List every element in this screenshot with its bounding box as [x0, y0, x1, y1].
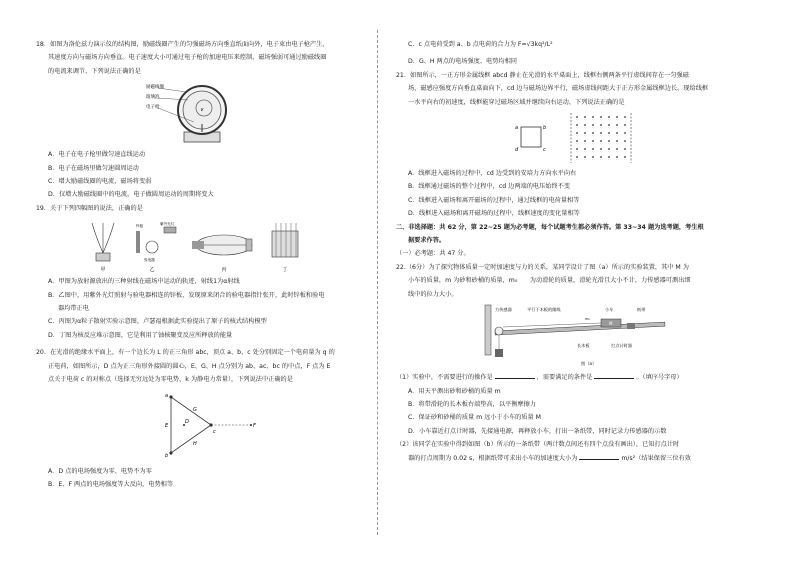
- field-dot: [616, 132, 618, 134]
- electroscope-label: 验电器: [144, 258, 155, 263]
- field-dot: [584, 156, 586, 158]
- field-dot: [576, 124, 578, 126]
- four-diagrams-figure: [86, 217, 316, 273]
- field-dot: [608, 148, 610, 150]
- q19-option-b-cont: 器均带正电: [58, 305, 89, 313]
- q22-sub1-text: （1）实验中，不需要进行的操作是: [396, 374, 493, 382]
- fig-a-label: 图（a）: [581, 361, 597, 367]
- point-g-label: G: [193, 406, 197, 413]
- parallel-thread-label: 平行于木板的细线: [527, 307, 561, 313]
- field-dot: [624, 148, 626, 150]
- q21-stem-2: 场，磁感应强度方向垂直桌面向下，cd 边与磁场边界平行，磁场虚线间距大于正方形金属线框边长。现给线框: [408, 85, 709, 93]
- q21-stem-3: 一水平向右的初速度，线框能穿过磁场区域并继续向右运动，下列说法正确的是: [408, 98, 625, 106]
- right-column: [396, 38, 756, 465]
- cart-label: 小车: [605, 307, 614, 313]
- field-dot: [600, 132, 602, 134]
- board-label: 长木板: [577, 343, 590, 349]
- q18-stem-3: 的电流来调节，下列说法正确的是: [48, 67, 141, 75]
- loop-c-label: c: [543, 147, 546, 154]
- field-dot: [592, 116, 594, 118]
- field-dot: [576, 116, 578, 118]
- q18-stem-2: 其速度方向与磁场方向垂直。电子速度大小可通过电子枪的加速电压来控制，磁场强弱可通过励磁线圈: [48, 54, 327, 62]
- field-dot: [584, 140, 586, 142]
- field-dot: [600, 156, 602, 158]
- loop-d-label: d: [515, 147, 519, 154]
- q22-sub1-text-3: 。（填序号字母）: [636, 374, 683, 382]
- fig-jia-label: 甲: [100, 267, 106, 274]
- section-two-heading: 二、非选择题：共 62 分，第 22~25 题为必考题，每个试题考生都必须作答。第 33~34 题为选考题，考生根: [396, 223, 704, 231]
- fig-ding-label: 丁: [282, 267, 288, 274]
- q20-option-c: C．c 点电荷受到 a、b 点电荷的合力为 F=√3kq²/L²: [408, 41, 553, 48]
- q22-stem: 22.（6分）为了探究物体质量一定时加速度与力的关系，某同学设计了图（a）所示的实验装置，其中 M 为: [396, 263, 689, 271]
- column-divider: [377, 30, 378, 535]
- q20-option-b: B．E、F 两点的电场强度等大反向，电势相等: [48, 480, 174, 488]
- field-dot: [584, 148, 586, 150]
- point-e-label: E: [165, 422, 169, 429]
- q21-option-b: B．线框通过磁场的整个过程中，cd 边两端的电压始终不变: [408, 183, 571, 191]
- loop-magnetic-field-figure: [511, 111, 641, 165]
- field-dot: [616, 116, 618, 118]
- field-dot: [624, 124, 626, 126]
- field-dot: [624, 132, 626, 134]
- vertex-c-label: c: [213, 428, 216, 435]
- q22-sub2-text: 器的打点周期为 0.02 s，根据纸带可求出小车的加速度大小为: [408, 454, 578, 462]
- q19-option-a: A．甲图为放射源放出的三种射线在磁场中运动的轨迹，射线1为α射线: [48, 278, 240, 286]
- q22-sub1-blank-2[interactable]: [594, 372, 634, 379]
- uv-lamp-label: 紫外光灯: [160, 222, 175, 227]
- timer-label: 打点计时器: [611, 343, 632, 349]
- field-dot: [576, 148, 578, 150]
- field-dot: [608, 124, 610, 126]
- q22-stem-3: 线中的拉力大小。: [408, 290, 458, 298]
- q22-option-b: B．将带滑轮的长木板右端垫高，以平衡摩擦力: [408, 400, 536, 408]
- q22-option-d: D．小车靠近打点计时器，先接通电源，再释放小车，打出一条纸带，同时记录力传感器的示数: [408, 427, 667, 435]
- section-two-heading-2: 据要求作答。: [408, 237, 446, 245]
- q18-option-c: C．增大励磁线圈的电流，磁场将变弱: [48, 178, 152, 186]
- field-dot: [584, 124, 586, 126]
- field-dot: [616, 148, 618, 150]
- vertex-a-label: a: [165, 392, 169, 399]
- q22-stem-2: 小车的质量，m 为砂和砂桶的质量，m₀ 为动滑轮的质量，滑轮光滑且大小不计，力传感器可测出细: [408, 277, 691, 285]
- q21-option-d: D．线框进入磁场和离开磁场的过程中，线框速度的变化量相等: [408, 210, 580, 218]
- loop-b-label: b: [543, 125, 547, 132]
- q21-stem: 21．如图所示，一正方形金属线框 abcd 静止在光滑的水平桌面上，线框右侧两条平行虚线间存在一匀强磁: [396, 71, 689, 79]
- q20-option-a: A．D 点的电场强度为零、电势不为零: [48, 467, 152, 475]
- experiment-apparatus-figure: [481, 303, 671, 369]
- field-dot: [600, 140, 602, 142]
- fig-bing-label: 丙: [221, 267, 227, 274]
- field-dot: [592, 132, 594, 134]
- required-questions-heading: （一）必考题：共 47 分。: [396, 250, 470, 258]
- q21-option-c: C．线框进入磁场和离开磁场的过程中，通过线框的电荷量相等: [408, 196, 580, 204]
- field-dot: [576, 132, 578, 134]
- point-h-label: H: [193, 440, 197, 447]
- zinc-label: 锌板: [136, 224, 144, 229]
- field-dot: [584, 132, 586, 134]
- q22-sub2-blank[interactable]: [579, 453, 619, 460]
- field-dot: [616, 124, 618, 126]
- q20-stem-2: 正电荷，如图所示，D 点为正三角形外接圆的圆心，E、G、H 点分别为 ab、ac、bc 的中点，F 点为 E: [48, 362, 331, 370]
- q22-option-a: A．用天平测出砂和砂桶的质量 m: [408, 387, 501, 395]
- field-dot: [600, 116, 602, 118]
- field-dot: [592, 124, 594, 126]
- field-dot: [592, 148, 594, 150]
- loop-a-label: a: [515, 125, 519, 132]
- fig-yi-label: 乙: [149, 267, 155, 274]
- q18-option-d: D．仅增大励磁线圈中的电流，电子做圆周运动的周期将变大: [48, 191, 214, 199]
- field-dot: [576, 140, 578, 142]
- field-dot: [592, 140, 594, 142]
- field-dot: [584, 116, 586, 118]
- field-dot: [616, 156, 618, 158]
- field-dot: [608, 116, 610, 118]
- point-d-label: D: [185, 418, 189, 425]
- q19-option-b: B．乙图中，用紫外光灯照射与验电器相连的锌板，发现原来闭合的验电器指针张开，此时锌板和验电: [48, 291, 325, 299]
- field-dot: [608, 132, 610, 134]
- field-dot: [616, 140, 618, 142]
- field-dot: [624, 156, 626, 158]
- q22-sub2: （2）该同学在实验中得到如图（b）所示的一条纸带（两计数点间还有四个点没有画出），已知打点计时: [396, 441, 680, 449]
- field-dot: [624, 116, 626, 118]
- cart-mass-label: M: [609, 321, 613, 327]
- field-dot: [608, 140, 610, 142]
- q18-option-b: B．电子在磁场里做匀速圆周运动: [48, 164, 139, 172]
- tape-label: 纸带: [637, 307, 646, 313]
- field-dot: [592, 156, 594, 158]
- bulb-label: 玻璃泡: [146, 95, 160, 101]
- velocity-label: v: [200, 107, 204, 114]
- q22-sub1-blank-1[interactable]: [495, 372, 535, 379]
- q20-option-d: D．G、H 两点的电场强度、电势均相同: [408, 58, 517, 66]
- triangle-charges-figure: [141, 389, 261, 463]
- q19-stem: 19．关于下列四幅图的说法，正确的是: [36, 204, 143, 212]
- coil-label: 励磁线圈: [146, 85, 164, 91]
- q22-option-c: C．保证砂和砂桶的质量 m 远小于小车的质量 M: [408, 414, 541, 422]
- q19-option-d: D．丁图为核反应堆示意图，它是利用了铀核聚变反应所释放的能量: [48, 331, 233, 339]
- q18-stem: 18．如图为洛伦兹力演示仪的结构图，励磁线圈产生的匀强磁场方向垂直纸面向外，电子束由电子枪产生，: [36, 41, 329, 48]
- gun-label: 电子枪: [146, 105, 160, 111]
- q20-stem-3: 点关于电荷 c 的对称点（选择无穷远处为零电势，k 为静电力常量），下列说法中正确的是: [48, 376, 293, 384]
- pulley-mass-label: m₀: [585, 317, 590, 322]
- force-sensor-label: 力传感器: [495, 307, 512, 313]
- q21-option-a: A．线框进入磁场的过程中，cd 边受到的安培力方向水平向右: [408, 170, 577, 178]
- lorentz-apparatus-figure: [146, 80, 256, 146]
- field-dot: [624, 140, 626, 142]
- q20-stem: 20．在光滑的绝缘水平面上，有一个边长为 L 的正三角形 abc，顶点 a、b、c 处分别固定一个电荷量为 q 的: [36, 349, 335, 357]
- left-column: [36, 38, 366, 491]
- point-f-label: F: [253, 422, 256, 429]
- field-dot: [608, 156, 610, 158]
- field-dot: [600, 148, 602, 150]
- field-dot: [600, 124, 602, 126]
- q18-option-a: A．电子在电子枪里做匀速直线运动: [48, 151, 146, 159]
- q19-option-c: C．丙图为α粒子散射实验示意图，卢瑟福根据此实验提出了原子的核式结构模型: [48, 318, 267, 326]
- vertex-b-label: b: [165, 452, 169, 459]
- field-dot: [576, 156, 578, 158]
- q22-sub2-cont: [396, 452, 756, 465]
- q22-sub1-text-2: ，需要满足的条件是: [536, 374, 593, 382]
- q22-sub2-text-2: m/s²（结果保留三位有效: [621, 454, 691, 462]
- q22-sub1: [396, 371, 756, 384]
